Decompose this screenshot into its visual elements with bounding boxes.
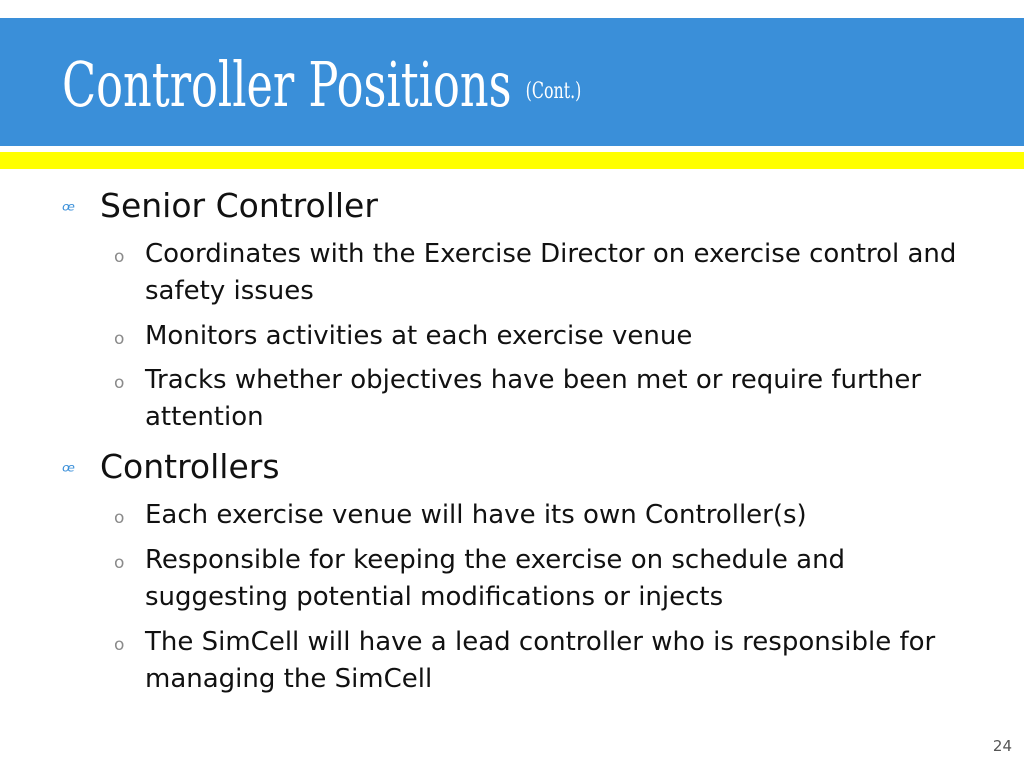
page-number: 24: [992, 737, 1012, 755]
list-item: Responsible for keeping the exercise on schedule and suggesting potential modifications or injects: [145, 545, 846, 612]
list-item: Tracks whether objectives have been met or require further attention: [145, 365, 922, 432]
section-heading: Controllers: [100, 447, 280, 486]
item-bullet-icon: o: [114, 508, 125, 528]
list-item: The SimCell will have a lead controller who is responsible for managing the SimCell: [145, 627, 936, 694]
section-heading: Senior Controller: [100, 186, 378, 225]
item-bullet-icon: o: [114, 553, 125, 573]
section-bullet-icon: ꟹ: [62, 459, 75, 483]
item-bullet-icon: o: [114, 373, 125, 393]
item-bullet-icon: o: [114, 329, 125, 349]
section-bullet-icon: ꟹ: [62, 198, 75, 222]
title-text: Controller Positions: [62, 48, 512, 121]
list-item: Monitors activities at each exercise venue: [145, 321, 693, 351]
list-item: Each exercise venue will have its own Controller(s): [145, 500, 807, 530]
item-bullet-icon: o: [114, 635, 125, 655]
item-bullet-icon: o: [114, 247, 125, 267]
title-suffix: (Cont.): [525, 79, 582, 104]
list-item: Coordinates with the Exercise Director on exercise control and safety issues: [145, 239, 957, 306]
